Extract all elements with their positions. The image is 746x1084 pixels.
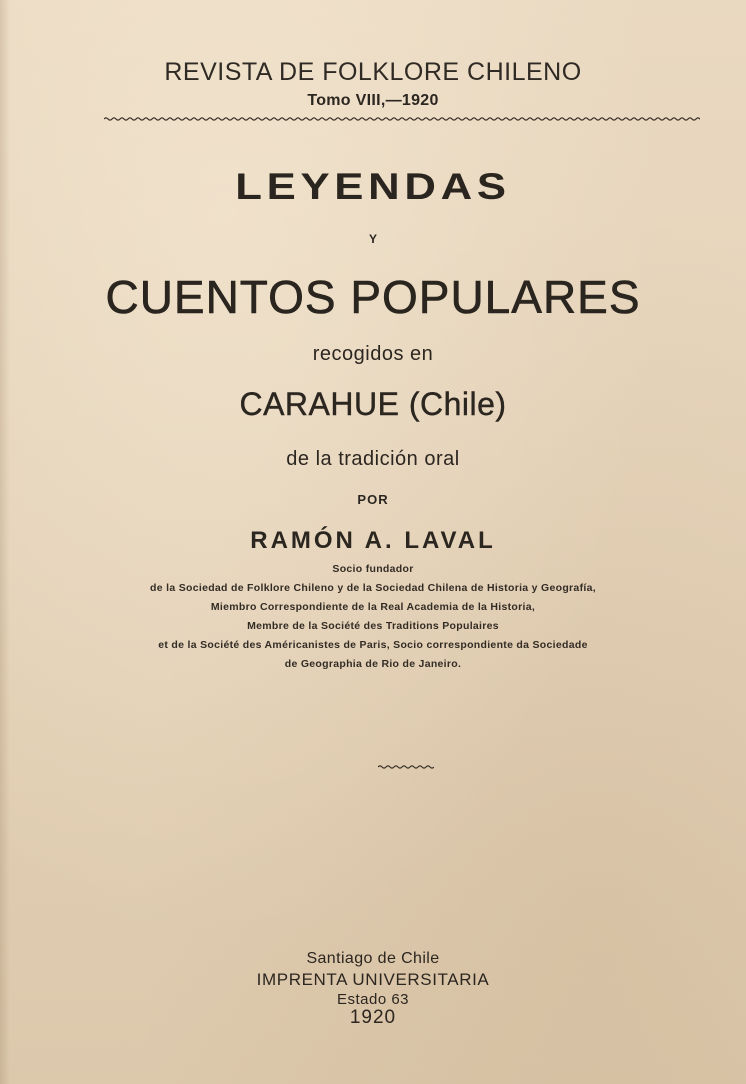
- imprint-year: 1920: [349, 1007, 397, 1028]
- wavy-ornament-icon: [378, 762, 434, 772]
- author-credit-line: de Geographia de Rio de Janeiro.: [284, 658, 462, 670]
- author-credit-line: Membre de la Société des Traditions Populaires: [247, 620, 499, 632]
- author-credit-line: de la Sociedad de Folklore Chileno y de la Sociedad Chilena de Historia y Geografía,: [150, 582, 596, 594]
- title-tradition: de la tradición oral: [286, 448, 460, 470]
- author-credit-line: et de la Société des Américanistes de Paris, Socio correspondiente da Sociedade: [158, 639, 588, 651]
- author-credit-line: Socio fundador: [332, 563, 414, 575]
- author-credit-line: Miembro Correspondiente de la Real Academia de la Historia,: [210, 601, 536, 613]
- journal-volume: Tomo VIII,—1920: [307, 92, 439, 109]
- title-subtitle: recogidos en: [312, 343, 434, 365]
- author-by: POR: [357, 492, 389, 507]
- wavy-rule-icon: [104, 114, 700, 124]
- title-conjunction: Y: [368, 232, 377, 246]
- imprint-address: Estado 63: [336, 991, 410, 1008]
- title-leyendas: LEYENDAS: [235, 166, 511, 207]
- title-place: CARAHUE (Chile): [239, 386, 507, 422]
- imprint-city: Santiago de Chile: [306, 950, 440, 967]
- imprint-printer: IMPRENTA UNIVERSITARIA: [256, 970, 490, 989]
- title-cuentos-populares: CUENTOS POPULARES: [105, 271, 641, 323]
- author-name: RAMÓN A. LAVAL: [250, 527, 496, 554]
- journal-title: REVISTA DE FOLKLORE CHILENO: [164, 58, 582, 86]
